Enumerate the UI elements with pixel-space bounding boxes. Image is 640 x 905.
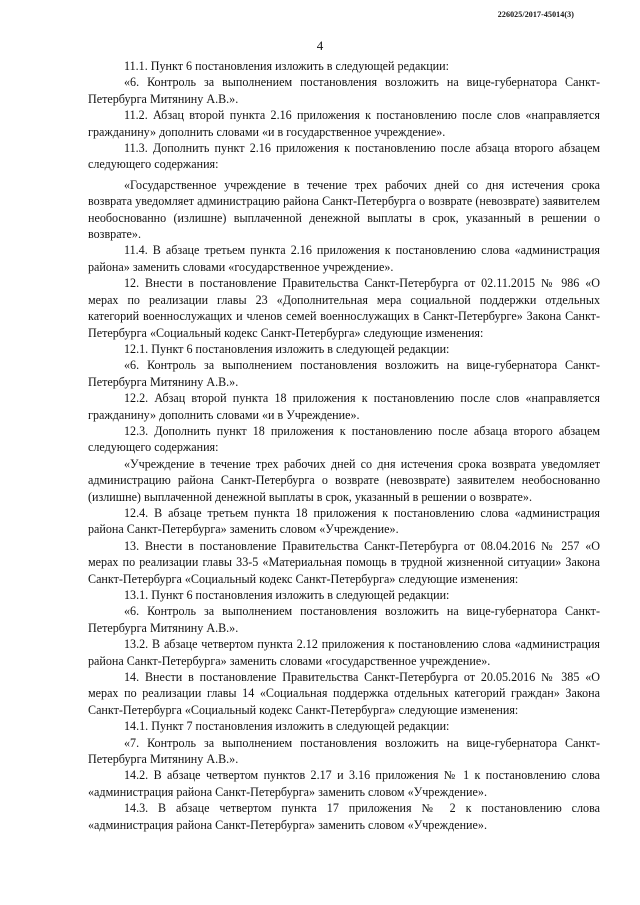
paragraph: «6. Контроль за выполнением постановления возложить на вице-губернатора Санкт-Петербурга Митянину А.В.». xyxy=(88,358,600,389)
paragraph: 14.2. В абзаце четвертом пунктов 2.17 и 3.16 приложения № 1 к постановлению слова «администрация района Санкт-Петербурга» заменить словом «Учреждение». xyxy=(88,768,600,799)
paragraph: 11.3. Дополнить пункт 2.16 приложения к постановлению после абзаца второго абзацем следующего содержания: xyxy=(88,141,600,172)
paragraph: 13.2. В абзаце четвертом пункта 2.12 приложения к постановлению слова «администрация района Санкт-Петербурга» заменить словами «государственное учреждение». xyxy=(88,637,600,668)
paragraph: 11.1. Пункт 6 постановления изложить в следующей редакции: xyxy=(124,59,449,73)
paragraph: 12.2. Абзац второй пункта 18 приложения к постановлению после слов «направляется гражданину» дополнить словами «и в Учреждение». xyxy=(88,391,600,422)
paragraph: «Учреждение в течение трех рабочих дней со дня истечения срока возврата уведомляет администрацию района Санкт-Петербурга о возврате (невозврате) заявителем необоснованно (излишне) выплаченной денежной выплаты в срок, указанный в решении о возврате». xyxy=(88,456,600,504)
paragraph: 12.4. В абзаце третьем пункта 18 приложения к постановлению слова «администрация района Санкт-Петербурга» заменить словом «Учреждение». xyxy=(88,505,600,537)
paragraph: 13. Внести в постановление Правительства Санкт-Петербурга от 08.04.2016 № 257 «О мерах по реализации главы 33-5 «Материальная помощь в трудной жизненной ситуации» Закона Санкт-Петербурга «Социальный кодекс Санкт-Петербурга» следующие изменения: xyxy=(88,538,600,586)
paragraph: 11.2. Абзац второй пункта 2.16 приложения к постановлению после слов «направляется гражданину» дополнить словами «и в государственное учреждение». xyxy=(88,108,600,139)
paragraph: «Государственное учреждение в течение трех рабочих дней со дня истечения срока возврата уведомляет администрацию района Санкт-Петербурга о возврате (невозврате) заявителем необоснованно (излишне) выплаченной денежной выплаты в срок, указанный в решении о возврате». xyxy=(88,177,600,242)
paragraph: 12. Внести в постановление Правительства Санкт-Петербурга от 02.11.2015 № 986 «О мерах по реализации главы 23 «Дополнительная мера социальной поддержки отдельных категорий военнослужащих и членов семей военнослужащих в Санкт-Петербурге» Закона Санкт-Петербурга «Социальный кодекс Санкт-Петербурга» следующие изменения: xyxy=(88,276,600,340)
paragraph: «6. Контроль за выполнением постановления возложить на вице-губернатора Санкт-Петербурга Митянину А.В.». xyxy=(88,75,600,106)
page-number: 4 xyxy=(316,38,324,53)
paragraph: 14.3. В абзаце четвертом пункта 17 приложения № 2 к постановлению слова «администрация района Санкт-Петербурга» заменить словом «Учреждение». xyxy=(88,801,600,832)
paragraph: «6. Контроль за выполнением постановления возложить на вице-губернатора Санкт-Петербурга Митянину А.В.». xyxy=(88,604,600,635)
paragraph: 13.1. Пункт 6 постановления изложить в следующей редакции: xyxy=(124,588,450,602)
document-body xyxy=(88,58,600,833)
paragraph: 11.4. В абзаце третьем пункта 2.16 приложения к постановлению слова «администрация района» заменить словами «государственное учреждение». xyxy=(88,243,600,274)
paragraph: 14. Внести в постановление Правительства Санкт-Петербурга от 20.05.2016 № 385 «О мерах по реализации главы 14 «Социальная поддержка отдельных категорий граждан» Закона Санкт-Петербурга «Социальный кодекс Санкт-Петербурга» следующие изменения: xyxy=(88,670,600,717)
paragraph: 14.1. Пункт 7 постановления изложить в следующей редакции: xyxy=(124,719,450,734)
paragraph: 12.1. Пункт 6 постановления изложить в следующей редакции: xyxy=(124,341,450,356)
paragraph: «7. Контроль за выполнением постановления возложить на вице-губернатора Санкт-Петербурга Митянину А.В.». xyxy=(88,735,600,767)
paragraph: 12.3. Дополнить пункт 18 приложения к постановлению после абзаца второго абзацем следующего содержания: xyxy=(88,423,600,455)
document-number: 226025/2017-45014(3) xyxy=(497,10,574,19)
